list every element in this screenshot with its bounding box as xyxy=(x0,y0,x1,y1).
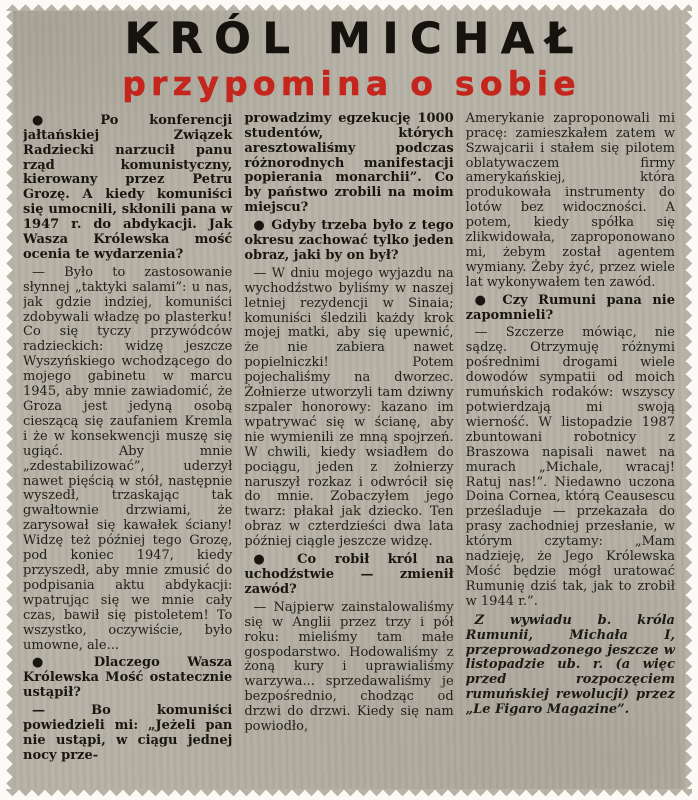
answer-paragraph: — Było to zastosowanie słynnej „taktyki salami”: u nas, jak gdzie indziej, komuniści zdobywali władzę po plasterku! Co się tyczy przywódców radzieckich: widzę jeszcze Wyszyńskiego wchodzącego do mojego gabinetu w marcu 1945, aby mnie zawiadomić, że Groza jest jedyną osobą cieszącą się zaufaniem Kremla i że w konsekwencji muszę się ugiąć. Aby mnie „zdestabilizować”, uderzył nawet pięścią w stół, następnie wyszedł, trzaskając tak gwałtownie drzwiami, że zarysował się kawałek ściany! Widzę też później tego Grozę, pod koniec 1947, kiedy przyszedł, aby mnie zmusić do podpisania aktu abdykacji: wpatrując się we mnie cały czas, bawił się pistoletem! To wszystko, oczywiście, było umowne, ale... xyxy=(23,264,233,653)
answer-continuation-paragraph: Amerykanie zaproponowali mi pracę: zamieszkałem zatem w Szwajcarii i stałem się pilotem oblatywaczem firmy amerykańskiej, która produkowała instrumenty do lotów bez widoczności. A potem, kiedy spółka się zlikwidowała, zaproponowano mi, żebym został agentem wymiany. Żeby żyć, przez wiele lat wykonywałem ten zawód. xyxy=(465,111,675,290)
question-paragraph: ● Gdyby trzeba było z tego okresu zachować tylko jeden obraz, jaki by on był? xyxy=(244,218,454,263)
question-paragraph: ● Czy Rumuni pana nie zapomnieli? xyxy=(465,292,675,323)
article-column-3 xyxy=(466,112,675,775)
question-paragraph: ● Po konferencji jałtańskiej Związek Radziecki narzucił panu rząd komunistyczny, kierowany przez Petru Grozę. A kiedy komuniści się umocnili, skłonili pana w 1947 r. do abdykacji. Jak Wasza Królewska mość ocenia te wydarzenia? xyxy=(23,112,233,262)
article-headline: KRÓL MICHAŁ xyxy=(124,14,585,64)
question-paragraph: ● Dlaczego Wasza Królewska Mość ostatecznie ustąpił? xyxy=(23,655,233,701)
newspaper-clipping xyxy=(6,4,692,796)
answer-paragraph: — Bo komuniści powiedzieli mi: „Jeżeli pan nie ustąpi, w ciągu jednej nocy prze- xyxy=(23,703,233,763)
article-columns xyxy=(23,112,675,775)
article-subheadline: przypomina o sobie xyxy=(122,63,581,103)
answer-continuation-paragraph: prowadzimy egzekucję 1000 studentów, których aresztowaliśmy podczas różnorodnych manifestacji popierania monarchii”. Co by państwo zrobili na moim miejscu? xyxy=(244,111,454,216)
answer-paragraph: — W dniu mojego wyjazdu na wychodźstwo byliśmy w naszej letniej rezydencji w Sinaia; komuniści śledzili każdy krok mojej matki, aby się upewnić, że nie zabiera nawet popielniczki! Potem pojechaliśmy na dworzec. Żołnierze utworzyli tam dziwny szpaler honorowy: kazano im wpatrywać się w ścianę, aby nie wymienili ze mną spojrzeń. W chwili, kiedy wsiadłem do pociągu, jeden z żołnierzy naruszył rozkaz i odwrócił się do mnie. Zobaczyłem jego twarz: płakał jak dziecko. Ten obraz w czterdzieści dwa lata później ciągle jeszcze widzę. xyxy=(244,265,454,550)
article-column-2 xyxy=(244,112,453,775)
answer-paragraph: — Szczerze mówiąc, nie sądzę. Otrzymuję różnymi pośrednimi drogami wiele dowodów sympatii od moich rumuńskich rodaków: wszyscy potwierdzają mi swoją wierność. W listopadzie 1987 zbuntowani robotnicy z Braszowa napisali nawet na murach „Michale, wracaj! Ratuj nas!”. Niedawno uczona Doina Cornea, którą Ceausescu prześladuje — przekazała do prasy zachodniej przesłanie, w którym czytamy: „Mam nadzieję, że Jego Królewska Mość będzie mógł uratować Rumunię dziś tak, jak to zrobił w 1944 r.”. xyxy=(465,325,675,609)
clipping-zigzag-edge-left xyxy=(6,10,13,790)
article-paper xyxy=(13,11,685,789)
article-column-1 xyxy=(23,112,232,775)
clipping-zigzag-edge-right xyxy=(685,10,692,790)
source-note-paragraph: Z wywiadu b. króla Rumunii, Michała I, przeprowadzonego jeszcze w listopadzie ub. r. (a więc przed rozpoczęciem rumuńskiej rewolucji) przez „Le Figaro Magazine”. xyxy=(465,612,675,718)
question-paragraph: ● Co robił król na uchodźstwie — zmienił zawód? xyxy=(244,552,454,597)
answer-paragraph: — Najpierw zainstalowaliśmy się w Anglii przez trzy i pół roku: mieliśmy tam małe gospodarstwo. Hodowaliśmy z żoną kury i uprawialiśmy warzywa... sprzedawaliśmy je bezpośrednio, chodząc od drzwi do drzwi. Kiedy się nam powiodło, xyxy=(244,599,454,735)
clipping-zigzag-edge-top xyxy=(6,4,692,11)
clipping-zigzag-edge-bottom xyxy=(6,789,692,796)
